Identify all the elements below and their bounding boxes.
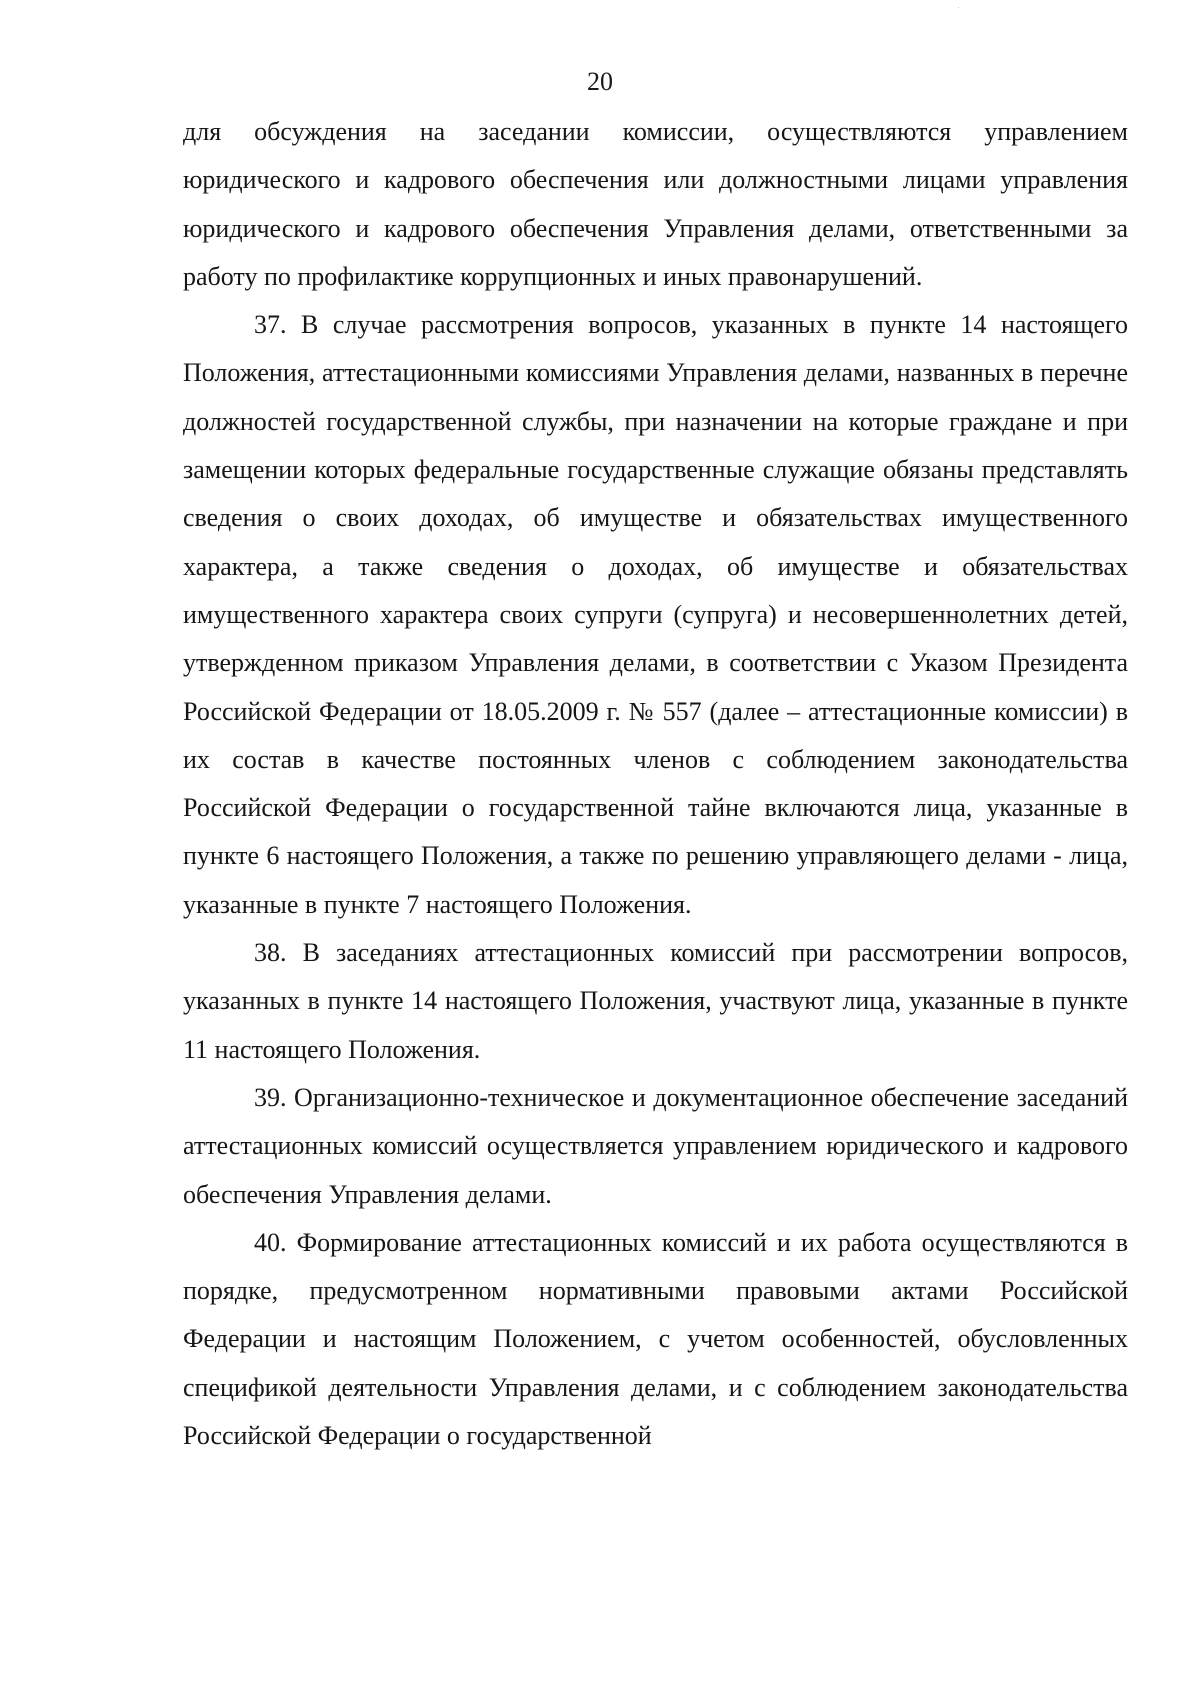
paragraph-39: 39. Организационно-техническое и документационное обеспечение заседаний аттестационных комиссий осуществляется управлением юридического и кадрового обеспечения Управления делами. (183, 1082, 1128, 1209)
page-number: 20 (587, 67, 613, 96)
scan-artifact (958, 7, 959, 8)
paragraph-40: 40. Формирование аттестационных комиссий и их работа осуществляются в порядке, предусмотренном нормативными правовыми актами Российской Федерации и настоящим Положением, с учетом особенностей, обусловленных спецификой деятельности Управления делами, и с соблюдением законодательства Российской Федерации о государственной (183, 1227, 1128, 1451)
paragraph-continuation: для обсуждения на заседании комиссии, осуществляются управлением юридического и кадрового обеспечения или должностными лицами управления юридического и кадрового обеспечения Управления делами, ответственными за работу по профилактике коррупционных и иных правонарушений. (183, 117, 1128, 291)
document-body (183, 108, 1128, 1460)
paragraph-37: 37. В случае рассмотрения вопросов, указанных в пункте 14 настоящего Положения, аттестационными комиссиями Управления делами, названных в перечне должностей государственной службы, при назначении на которые граждане и при замещении которых федеральные государственные служащие обязаны представлять сведения о своих доходах, об имуществе и обязательствах имущественного характера, а также сведения о доходах, об имуществе и обязательствах имущественного характера своих супруги (супруга) и несовершеннолетних детей, утвержденном приказом Управления делами, в соответствии с Указом Президента Российской Федерации от 18.05.2009 г. № 557 (далее – аттестационные комиссии) в их состав в качестве постоянных членов с соблюдением законодательства Российской Федерации о государственной тайне включаются лица, указанные в пункте 6 настоящего Положения, а также по решению управляющего делами - лица, указанные в пункте 7 настоящего Положения. (183, 310, 1128, 919)
paragraph-38: 38. В заседаниях аттестационных комиссий при рассмотрении вопросов, указанных в пункте 14 настоящего Положения, участвуют лица, указанные в пункте 11 настоящего Положения. (183, 938, 1128, 1064)
